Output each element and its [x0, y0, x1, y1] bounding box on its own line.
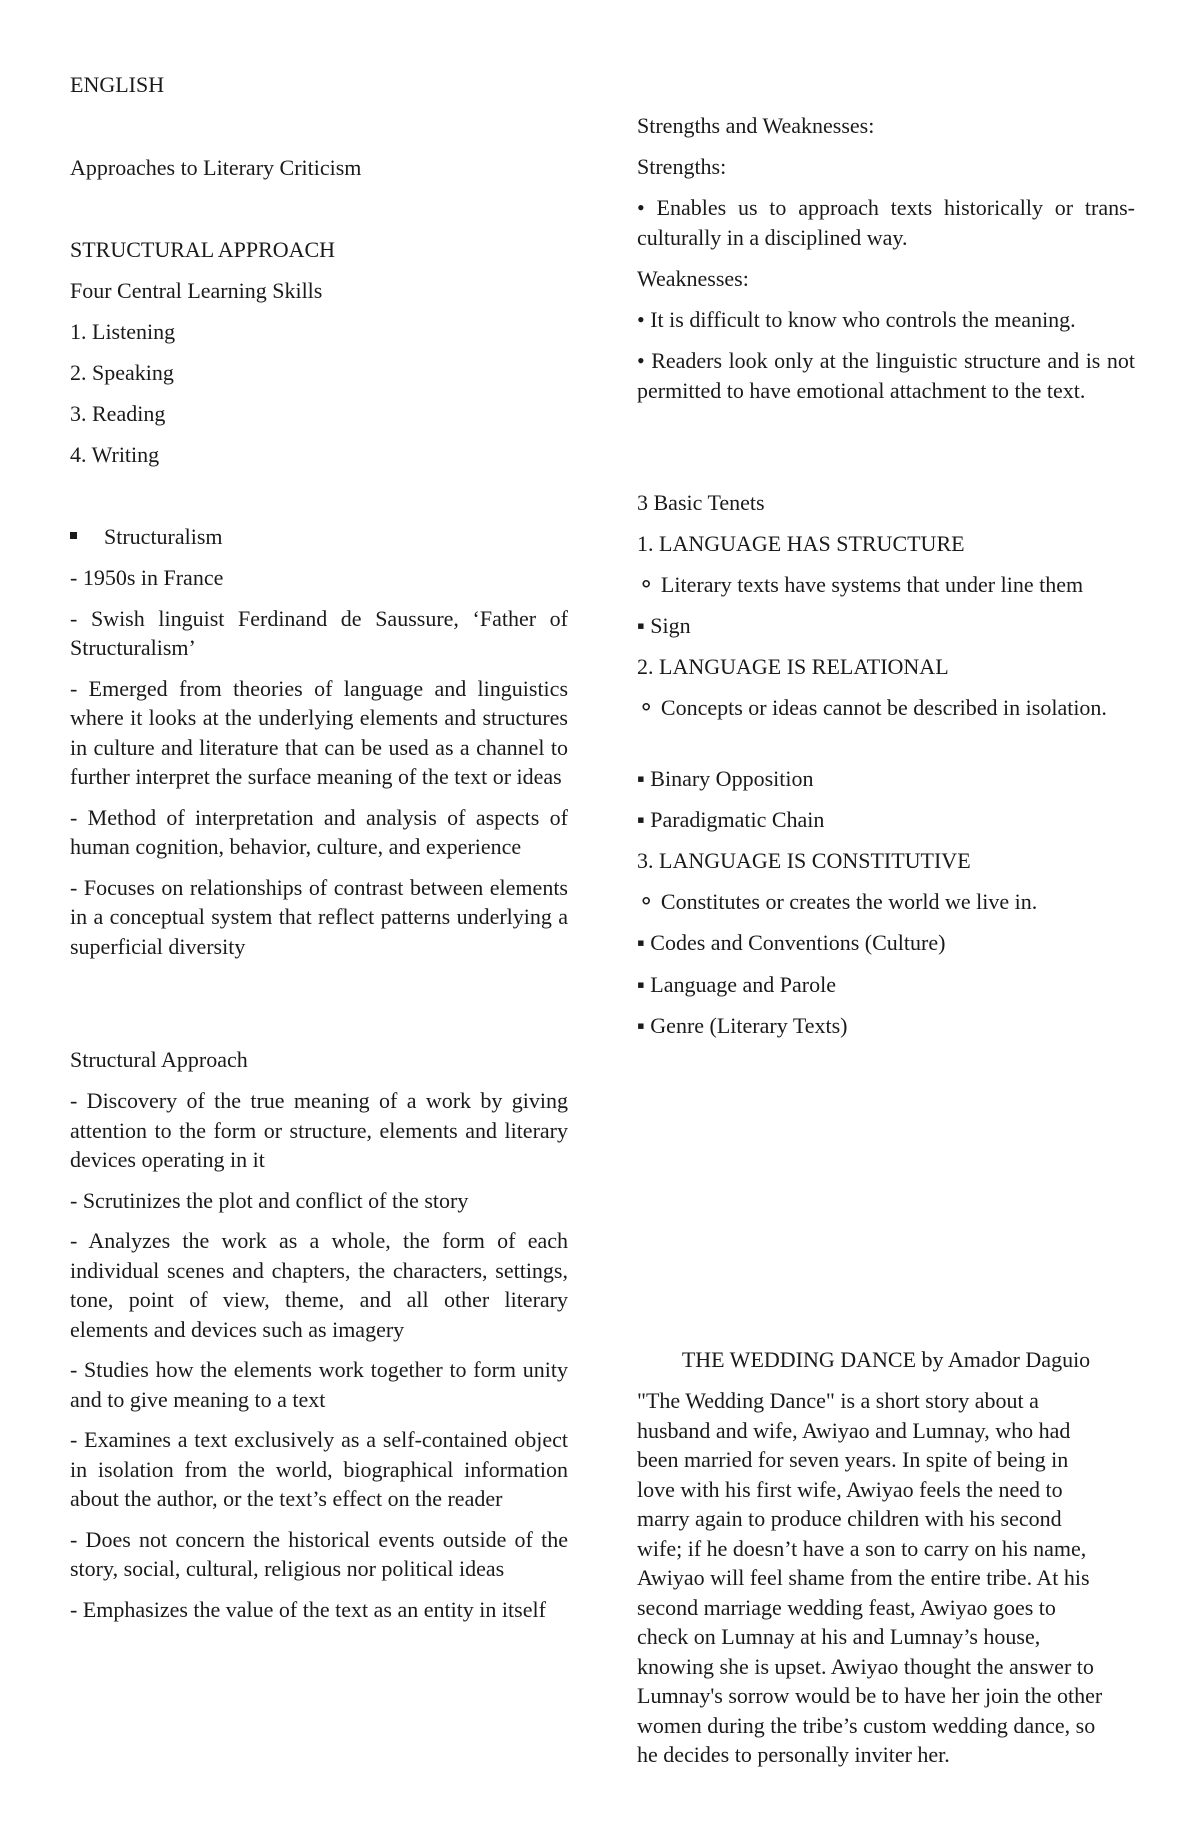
skill-item: 2. Speaking — [70, 360, 174, 385]
approach-point: - Emphasizes the value of the text as an entity in itself — [70, 1596, 546, 1622]
strength-item: • Enables us to approach texts historically or trans-culturally in a disciplined way. — [637, 195, 1135, 250]
approach-point: - Scrutinizes the plot and conflict of the story — [70, 1187, 469, 1213]
skill-item: 3. Reading — [70, 401, 166, 426]
tenet-1-item: ⚬ Literary texts have systems that under line them — [637, 572, 1084, 597]
story-summary: "The Wedding Dance" is a short story about a husband and wife, Awiyao and Lumnay, who had been married for seven years. In spite of being in love with his first wife, Awiyao feels the need to marry again to produce children with his second wife; if he doesn’t have a son to carry on his name, Awiyao will feel shame from the entire tribe. At his second marriage wedding feast, Awiyao goes to check on Lumnay at his and Lumnay’s house, knowing she is upset. Awiyao thought the answer to Lumnay's sorrow would be to have her join the other women during the tribe’s custom wedding dance, so he decides to personally inviter her. — [637, 1388, 1103, 1767]
structural-approach-heading: STRUCTURAL APPROACH — [70, 237, 336, 262]
approach-point: - Does not concern the historical events outside of the story, social, cultural, religious nor political ideas — [70, 1526, 568, 1581]
subject-label: ENGLISH — [70, 72, 165, 97]
structuralism-points — [70, 563, 568, 961]
tenet-1-title: 1. LANGUAGE HAS STRUCTURE — [637, 531, 965, 556]
tenet-1-item: ▪ Sign — [637, 613, 691, 638]
weaknesses-label: Weaknesses: — [637, 266, 749, 291]
tenet-2-title: 2. LANGUAGE IS RELATIONAL — [637, 654, 949, 679]
structuralism-point: - 1950s in France — [70, 565, 224, 590]
tenet-2-item: ▪ Paradigmatic Chain — [637, 807, 825, 832]
weakness-item: • Readers look only at the linguistic structure and is not permitted to have emotional attachment to the text. — [637, 348, 1135, 403]
tenet-2-item: ⚬ Concepts or ideas cannot be described in isolation. — [637, 695, 1107, 720]
tenet-3-title: 3. LANGUAGE IS CONSTITUTIVE — [637, 848, 971, 873]
structuralism-point: - Focuses on relationships of contrast between elements in a conceptual system that reflect patterns underlying a superficial diversity — [70, 874, 568, 959]
approach-point: - Examines a text exclusively as a self-contained object in isolation from the world, biographical information about the author, or the text’s effect on the reader — [70, 1427, 568, 1511]
tenet-2-item: ▪ Binary Opposition — [637, 766, 814, 791]
skill-item: 4. Writing — [70, 442, 160, 467]
approach-point: - Analyzes the work as a whole, the form of each individual scenes and chapters, the characters, settings, tone, point of view, theme, and all other literary elements and devices such as imagery — [70, 1228, 568, 1342]
approach-point: - Studies how the elements work together to form unity and to give meaning to a text — [70, 1357, 568, 1412]
story-title: THE WEDDING DANCE by Amador Daguio — [681, 1347, 1091, 1372]
tenet-3-item: ▪ Codes and Conventions (Culture) — [637, 930, 946, 955]
strengths-weaknesses-heading: Strengths and Weaknesses: — [637, 113, 875, 138]
skills-heading: Four Central Learning Skills — [70, 278, 323, 303]
skill-item: 1. Listening — [70, 319, 176, 344]
structuralism-point: - Emerged from theories of language and linguistics where it looks at the underlying elements and structures in culture and literature that can be used as a channel to further interpret the surface meaning of the text or ideas — [70, 675, 568, 789]
structuralism-label: Structuralism — [104, 524, 223, 549]
approach-point: - Discovery of the true meaning of a work by giving attention to the form or structure, elements and literary devices operating in it — [70, 1088, 568, 1172]
weakness-item: • It is difficult to know who controls the meaning. — [637, 307, 1076, 332]
tenet-3-item: ⚬ Constitutes or creates the world we live in. — [637, 889, 1038, 914]
structuralism-point: - Swish linguist Ferdinand de Saussure, ‘Father of Structuralism’ — [70, 605, 568, 660]
strengths-label: Strengths: — [637, 154, 727, 179]
tenet-3-item: ▪ Genre (Literary Texts) — [637, 1013, 848, 1038]
square-bullet-icon — [70, 532, 77, 539]
topic-heading: Approaches to Literary Criticism — [70, 155, 362, 180]
structuralism-label-row — [70, 522, 223, 552]
approach-points — [70, 1086, 568, 1624]
tenet-3-item: ▪ Language and Parole — [637, 972, 836, 997]
tenets-heading: 3 Basic Tenets — [637, 490, 765, 515]
structuralism-point: - Method of interpretation and analysis of aspects of human cognition, behavior, culture, and experience — [70, 804, 568, 859]
structural-approach-subheading: Structural Approach — [70, 1047, 248, 1072]
